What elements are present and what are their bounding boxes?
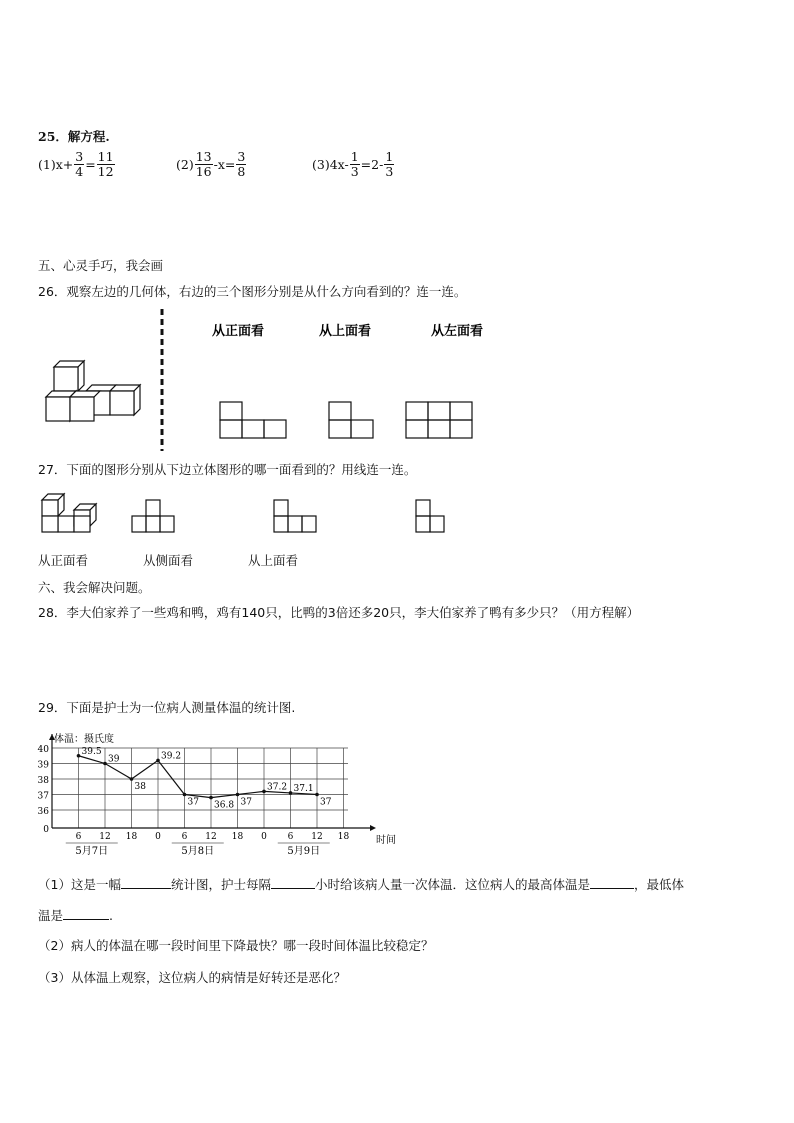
q25-title: 25．解方程. [38,129,110,144]
q26-title: 26．观察左边的几何体，右边的三个图形分别是从什么方向看到的？连一连。 [38,284,467,299]
data-point [209,796,213,800]
q29-p1d: ，最低体 [634,877,685,892]
x-tick-label: 12 [311,832,323,842]
data-point [103,762,107,766]
data-point [77,754,81,758]
eq1-equals: = [85,157,96,172]
data-point [262,790,266,794]
date-label: 5月7日 [75,846,109,857]
data-point [130,777,134,781]
q27-figure [38,482,458,542]
q29-title: 29．下面是护士为一位病人测量体温的统计图. [38,700,296,715]
q27-view-label-1: 从正面看 [38,553,89,568]
equation-1 [38,150,115,179]
eq2-fraction-2: $\frac{3}{8}$ [237,149,246,179]
q29-p1a: （1）这是一幅 [38,877,121,892]
y-axis-label: 体温：摄氏度 [54,734,114,745]
q29-part-2: （2）病人的体温在哪一段时间里下降最快？哪一段时间体温比较稳定？ [38,938,434,953]
eq3-fraction-2: $\frac{1}{3}$ [385,149,394,179]
x-tick-label: 0 [261,832,267,842]
q29-part-1-line-2 [38,906,113,924]
q27-view-shape-3 [416,500,444,532]
answer-blank-min-temp[interactable] [63,907,109,920]
q29-p1b: 统计图，护士每隔 [170,877,271,892]
answer-blank-interval[interactable] [271,876,315,889]
q26-view-shape-3 [406,402,472,438]
data-point [183,793,187,797]
eq3-mid: =2- [360,157,384,172]
equation-3 [312,150,394,179]
q26-view-shape-1 [220,402,286,438]
answer-blank-chart-type[interactable] [121,876,171,889]
temperature-line-chart [30,728,396,863]
q26-figure [38,305,498,453]
data-point [236,793,240,797]
y-tick-label: 40 [37,745,49,755]
x-tick-label: 18 [231,832,244,842]
y-tick-label: 0 [43,825,49,835]
q26-view-label-3: 从左面看 [431,324,484,339]
q26-solid-figure [46,361,140,421]
eq2-mid: -x= [213,157,236,172]
data-value-label: 39.2 [161,751,182,762]
q27-view-label-2: 从侧面看 [143,553,194,568]
eq3-fraction-1: $\frac{1}{3}$ [350,149,359,179]
q27-title: 27．下面的图形分别从下边立体图形的哪一面看到的？用线连一连。 [38,462,417,477]
q26-view-label-1: 从正面看 [212,324,265,339]
q29-p1f: . [109,908,113,923]
y-tick-label: 38 [37,776,49,786]
data-value-label: 38 [134,782,146,792]
q29-p1c: 小时给该病人量一次体温．这位病人的最高体温是 [314,877,590,892]
section-5-heading: 五、心灵手巧，我会画 [38,258,164,273]
data-value-label: 39.5 [81,746,102,757]
eq2-prefix: (2) [176,157,194,172]
y-tick-label: 37 [37,791,49,802]
answer-blank-max-temp[interactable] [590,876,634,889]
data-point [156,759,160,763]
data-value-label: 37.2 [267,782,288,793]
x-tick-label: 18 [125,832,138,842]
q27-view-shape-2 [274,500,316,532]
x-tick-label: 6 [75,832,82,842]
data-value-label: 39 [108,754,120,765]
data-value-label: 37.1 [293,783,314,794]
eq1-prefix: (1)x+ [38,157,74,172]
data-point [289,791,293,795]
equation-2 [176,150,246,179]
eq1-fraction-2: $\frac{11}{12}$ [97,149,114,179]
q26-view-label-2: 从上面看 [319,324,372,339]
date-label: 5月9日 [287,846,321,857]
data-value-label: 37 [320,797,332,808]
x-tick-label: 12 [99,832,111,842]
q29-part-3: （3）从体温上观察，这位病人的病情是好转还是恶化？ [38,970,346,985]
data-point [315,793,319,797]
x-tick-label: 6 [181,832,188,842]
date-label: 5月8日 [181,846,215,857]
q29-part-1-line-1 [38,875,684,893]
q27-solid-figure [42,494,96,532]
q29-p1e: 温是 [38,908,64,923]
q27-view-shape-1 [132,500,174,532]
eq3-prefix: (3)4x- [312,157,349,172]
x-axis-label: 时间 [376,835,396,846]
eq2-fraction-1: $\frac{13}{16}$ [195,149,212,179]
q27-view-label-3: 从上面看 [248,553,299,568]
y-tick-label: 39 [37,760,49,771]
q28-text: 28．李大伯家养了一些鸡和鸭，鸡有140只，比鸭的3倍还多20只，李大伯家养了鸭有多少只？（用方程解） [38,605,640,620]
data-value-label: 37 [187,797,199,808]
x-tick-label: 0 [155,832,161,842]
data-value-label: 37 [240,797,252,808]
section-6-heading: 六、我会解决问题。 [38,580,151,595]
x-axis-arrow [370,825,376,831]
q26-view-shape-2 [329,402,373,438]
x-tick-label: 6 [287,832,294,842]
data-value-label: 36.8 [214,800,235,811]
y-tick-label: 36 [37,807,49,817]
eq1-fraction-1: $\frac{3}{4}$ [75,149,84,179]
x-tick-label: 12 [205,832,217,842]
x-tick-label: 18 [337,832,350,842]
